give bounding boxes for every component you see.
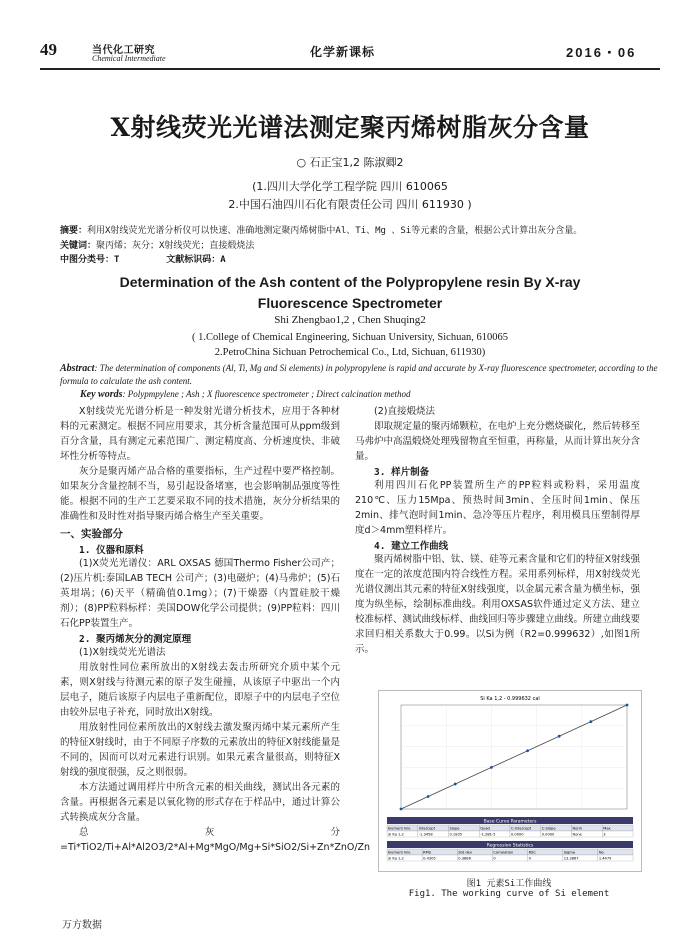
- doc-code-value: A: [220, 255, 226, 265]
- english-keywords: [80, 389, 660, 400]
- english-abstract: [60, 362, 660, 387]
- table-cell-text: -1.3458: [418, 832, 433, 837]
- paragraph: (1)X射线荧光光谱法: [79, 647, 166, 658]
- table-cell-text: Quad: [480, 826, 490, 831]
- table-cell-text: 0.0000: [541, 832, 555, 837]
- plot-area: [400, 704, 629, 811]
- english-title-line2: Fluorescence Spectrometer: [257, 295, 443, 311]
- paragraph: 即取规定量的聚丙烯颗粒，在电炉上充分燃烧碳化，然后转移至马弗炉中高温煅烧处理残留物直至恒重，再称量，从而计算出灰分含量。: [355, 421, 641, 462]
- keywords-cn: [60, 240, 660, 253]
- table-cell: [602, 831, 633, 837]
- paragraph: (2)直接煅烧法: [374, 406, 435, 417]
- data-point: [558, 735, 561, 738]
- table-cell-text: 13.3867: [563, 856, 579, 861]
- english-keywords-text: : Polypmpylene ; Ash ; X fluorescence spectrometer ; Direct calcination method: [122, 389, 411, 399]
- data-point: [427, 795, 430, 798]
- english-keywords-label: Key words: [80, 389, 123, 400]
- affiliation-1: (1.四川大学化学工程学院 四川 610065: [252, 180, 448, 193]
- data-point: [526, 749, 529, 752]
- classification-cn: [60, 254, 660, 267]
- table-cell-text: Max: [603, 826, 611, 831]
- right-column: [355, 404, 640, 657]
- english-title-line1: Determination of the Ash content of the Polypropylene resin By X-ray: [119, 274, 581, 290]
- paragraph: 利用四川石化PP装置所生产的PP粒料或粉料，采用温度210℃、压力15Mpa、预热时间3min、全压时间1min、保压2min、排气泡时间1min、急冷等压片程序，利用模具压塑制得厚度d＞4mm塑料样片。: [355, 480, 640, 536]
- paragraph: X射线荧光光谱分析是一种发射光谱分析技术，应用于各种材料的元素测定。根据不同应用要求，其分析含量范围可从ppm级到百分含量，具有测定元素范围广、测定精度高、分析速度快、非破坏性分析等特点。: [60, 406, 340, 462]
- table-cell-text: 0.1835: [449, 832, 463, 837]
- english-aff-2: 2.PetroChina Sichuan Petrochemical Co., Ltd, Sichuan, 611930): [214, 347, 486, 358]
- journal-name: 当代化工研究: [92, 45, 155, 56]
- journal-name-en: Chemical Intermediate: [92, 54, 166, 63]
- table-cell-text: 0: [528, 856, 531, 861]
- classification-value: T: [114, 255, 120, 265]
- table-cell-text: None: [572, 832, 582, 837]
- table-cell-text: C-Intercept: [511, 826, 532, 831]
- data-point: [626, 704, 629, 707]
- data-point: [490, 766, 493, 769]
- subsection-heading: 4. 建立工作曲线: [374, 541, 449, 552]
- table-cell-text: -1.28E-5: [480, 832, 496, 837]
- paragraph: 本方法通过调用样片中所含元素的相关曲线，测试出各元素的含量。再根据各元素是以氧化物的形式存在于样品中，通过计算公式转换成灰分含量。: [60, 782, 340, 823]
- subsection-heading: 2. 聚丙烯灰分的测定原理: [79, 634, 192, 645]
- english-abstract-text: : The determination of components (Al, Ti, Mg and Si elements) in polypropylene is rapid and accurate by X-ray fluorescence spectrometer, according to the formula to calculate the ash content.: [60, 363, 658, 386]
- table-cell: [528, 855, 563, 861]
- footer-watermark: 万方数据: [62, 920, 102, 931]
- header-rule: [40, 68, 660, 70]
- paragraph: 灰分是聚丙烯产品合格的重要指标，生产过程中要严格控制。如果灰分含量控制不当，易引起设备堵塞，也会影响制品强度等性能。根据不同的生产工艺要采取不同的技术措施，灰分分析结果的准确性和及时性对指导聚丙烯合格生产至关重要。: [60, 466, 340, 522]
- table-cell-text: RMS: [423, 850, 432, 855]
- table-cell-text: 0.0000: [511, 832, 524, 837]
- paragraph: 聚丙烯树脂中铝、钛、镁、硅等元素含量和它们的特征X射线强度在一定的浓度范围内符合线性方程。采用系列标样，用X射线荧光光谱仪测出其元素的特征X射线强度，以金属元素含量为横坐标，强度为纵坐标，绘制标准曲线。利用OXSAS软件通过定义方法、建立校准标样、测试曲线标样、曲线回归等步骤建立曲线。所建立曲线要求回归相关系数大于0.99。以Si为例（R2=0.999632）,如图1所示。: [355, 554, 641, 655]
- data-point: [589, 720, 592, 723]
- table-cell-text: 1.4479: [598, 856, 612, 861]
- table-cell-text: Si Ka 1,2: [388, 832, 404, 837]
- panel2-table: [387, 849, 633, 861]
- table-cell-text: 0.4305: [423, 856, 436, 861]
- subsection-heading: 1. 仪器和原料: [79, 545, 144, 556]
- working-curve-chart: [379, 691, 641, 871]
- panel1-title: Base Curve Parameters: [483, 819, 537, 825]
- table-cell-text: Element line: [388, 850, 411, 855]
- table-cell-text: 0.3886: [458, 856, 471, 861]
- english-affiliations: [40, 330, 660, 360]
- figure-caption-cn: 图1 元素Si工作曲线: [466, 879, 552, 889]
- english-aff-1: ( 1.College of Chemical Engineering, Sichuan University, Sichuan, 610065: [191, 332, 508, 343]
- english-title: [40, 272, 660, 314]
- table-cell-text: Intercept: [418, 826, 435, 831]
- keywords-text: 聚丙烯；灰分；X射线荧光；直接煅烧法: [96, 241, 255, 251]
- paragraph: 用放射性同位素所放出的X射线去轰击所研究介质中某个元素，则X射线与待测元素的原子发生碰撞，从该原子中驱出一个内层电子，随后该原子内层电子重新配位，即原子中的内层电子空位由较外层电子补充，同时放出X射线。: [60, 662, 340, 718]
- abstract-label: 摘要：: [60, 226, 88, 236]
- column-name: 化学新课标: [310, 45, 376, 59]
- data-point: [400, 808, 403, 811]
- doc-code-label: 文献标识码：: [166, 255, 221, 265]
- figure-caption-en: Fig1. The working curve of Si element: [408, 889, 610, 899]
- paragraph: 用放射性同位素所放出的X射线去激发聚丙烯中某元素所产生的特征X射线时，由于不同原子序数的元素放出的特征X射线能量是不同的，因而可以对元素进行识别。如果元素含量很高，则特征X射线的强度很强，反之则很弱。: [60, 722, 340, 778]
- panel2-title: Regression Statistics: [486, 843, 534, 849]
- plot-title: Si Ka 1,2 - 0.999632 cal: [480, 696, 540, 702]
- subsection-heading: 3. 样片制备: [374, 467, 430, 478]
- table-cell-text: Element line: [388, 826, 411, 831]
- table-cell-text: RSC: [528, 850, 536, 855]
- affiliation-2: 2.中国石油四川石化有限责任公司 四川 611930 ): [228, 198, 472, 211]
- page-number: 49: [40, 40, 57, 59]
- section-heading: 一、实验部分: [60, 528, 123, 540]
- classification-label: 中图分类号：: [60, 255, 115, 265]
- data-point: [454, 783, 457, 786]
- paragraph: (1)X荧光光谱仪：ARL OXSAS 德国Thermo Fisher公司产；(2)压片机:泰国LAB TECH 公司产；(3)电磁炉；(4)马弗炉；(5)石英坩埚；(6)天平（精确值0.1mg）；(7)干燥器（内置硅胶干燥剂）；(8)PP粒料标样：美国DOW化学公司提供；(9)PP粒料：四川石化PP装置生产。: [60, 558, 340, 629]
- article-title: X射线荧光光谱法测定聚丙烯树脂灰分含量: [110, 113, 590, 142]
- table-cell-text: 3: [603, 832, 606, 837]
- panel1-table: [387, 825, 633, 837]
- table-cell-text: No: [598, 850, 604, 855]
- table-cell-text: Slope: [449, 826, 460, 831]
- formula: 总灰分=Ti*TiO2/Ti+Al*Al2O3/2*Al+Mg*MgO/Mg+Si*SiO2/Si+Zn*ZnO/Zn: [60, 827, 371, 853]
- abstract-text: 利用X射线荧光光谱分析仪可以快速、准确地测定聚丙烯树脂中Al、Ti、Mg 、Si等元素的含量，根据公式计算出灰分含量。: [87, 226, 583, 236]
- issue-number: 2016・06: [566, 45, 637, 60]
- table-cell: [492, 855, 527, 861]
- table-cell-text: Sigma: [563, 850, 575, 855]
- table-cell-text: Norm: [572, 826, 583, 831]
- keywords-label: 关键词：: [60, 241, 97, 251]
- table-cell-text: Si Ka 1,2: [388, 856, 404, 861]
- english-authors: Shi Zhengbao1,2 , Chen Shuqing2: [274, 314, 426, 326]
- left-column: [60, 404, 371, 855]
- table-cell-text: Std dev: [458, 850, 473, 855]
- abstract-cn: [60, 225, 660, 238]
- table-cell-text: C-Slope: [541, 826, 556, 831]
- table-cell-text: 0: [493, 856, 496, 861]
- english-abstract-label: Abstract: [60, 363, 95, 374]
- table-cell-text: Correlation: [493, 850, 514, 855]
- authors: ○ 石正宝1,2 陈淑卿2: [296, 156, 404, 169]
- figure-si-working-curve: [378, 690, 642, 872]
